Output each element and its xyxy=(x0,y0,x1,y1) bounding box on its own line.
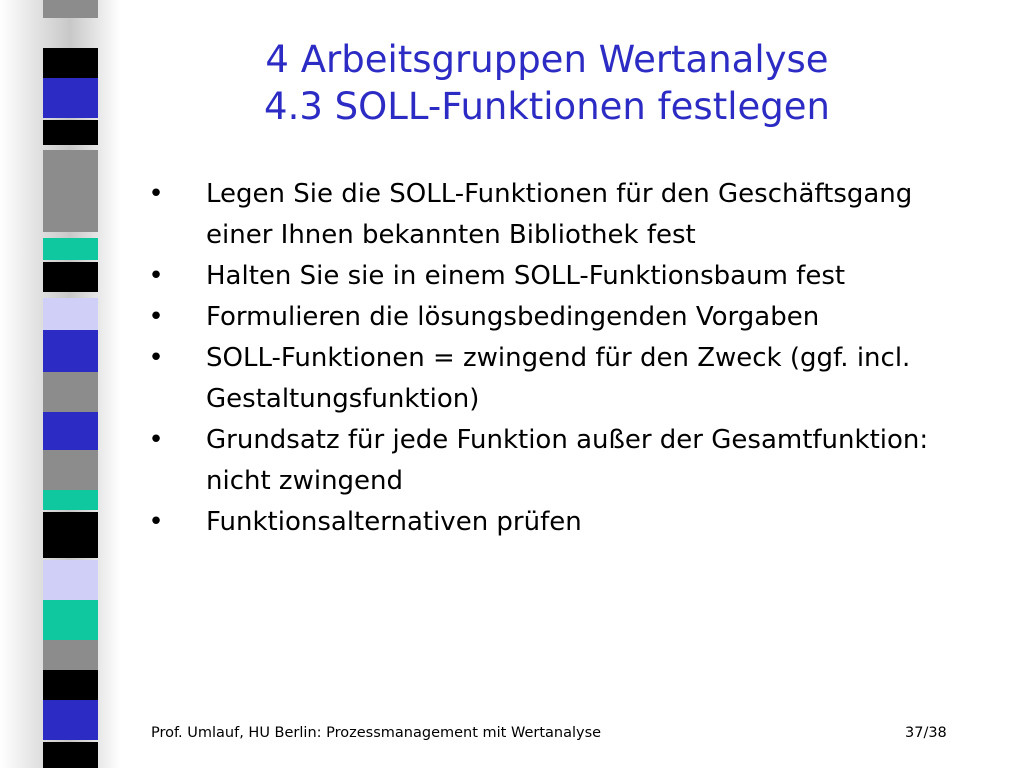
decorative-block xyxy=(43,120,98,145)
decorative-block xyxy=(43,298,98,330)
bullet-text: Halten Sie sie in einem SOLL-Funktionsbaum fest xyxy=(206,261,846,291)
decorative-block xyxy=(43,330,98,372)
slide-footer xyxy=(0,721,1024,745)
bullet-icon: • xyxy=(148,343,164,373)
decorative-block xyxy=(43,190,98,232)
bullet-text: SOLL-Funktionen = zwingend für den Zweck (ggf. incl. Gestaltungsfunktion) xyxy=(206,343,911,414)
bullet-text: Legen Sie die SOLL-Funktionen für den Geschäftsgang einer Ihnen bekannten Bibliothek fest xyxy=(206,179,913,250)
bullet-icon: • xyxy=(148,302,164,332)
decorative-block xyxy=(43,450,98,490)
title-line-2: 4.3 SOLL-Funktionen festlegen xyxy=(264,85,830,128)
slide-title xyxy=(150,36,944,130)
decorative-block xyxy=(43,600,98,640)
bullet-icon: • xyxy=(148,425,164,455)
decorative-block xyxy=(43,670,98,700)
decorative-block xyxy=(43,48,98,78)
bullet-item xyxy=(146,338,966,420)
bullet-item xyxy=(146,420,966,502)
page-number: 37/38 xyxy=(905,725,947,741)
bullet-item xyxy=(146,256,966,297)
bullet-item xyxy=(146,174,966,256)
bullet-text: Formulieren die lösungsbedingenden Vorgaben xyxy=(206,302,820,332)
decorative-block xyxy=(43,238,98,260)
decorative-block xyxy=(43,372,98,412)
bullet-item xyxy=(146,297,966,338)
decorative-block xyxy=(43,640,98,670)
bullet-text: Grundsatz für jede Funktion außer der Gesamtfunktion: nicht zwingend xyxy=(206,425,929,496)
bullet-item xyxy=(146,502,966,543)
decorative-block xyxy=(43,262,98,292)
title-line-1: 4 Arbeitsgruppen Wertanalyse xyxy=(265,38,829,81)
bullet-icon: • xyxy=(148,179,164,209)
bullet-text: Funktionsalternativen prüfen xyxy=(206,507,582,537)
decorative-block xyxy=(43,412,98,450)
bullet-icon: • xyxy=(148,261,164,291)
decorative-block xyxy=(43,78,98,118)
decorative-block-column xyxy=(0,0,120,768)
bullet-icon: • xyxy=(148,507,164,537)
bullet-list xyxy=(146,174,966,543)
decorative-block xyxy=(43,490,98,510)
decorative-block xyxy=(43,560,98,600)
decorative-block xyxy=(43,512,98,558)
decorative-block xyxy=(43,0,98,18)
footer-source: Prof. Umlauf, HU Berlin: Prozessmanagement mit Wertanalyse xyxy=(151,725,602,741)
decorative-block xyxy=(43,742,98,768)
decorative-block xyxy=(43,150,98,190)
